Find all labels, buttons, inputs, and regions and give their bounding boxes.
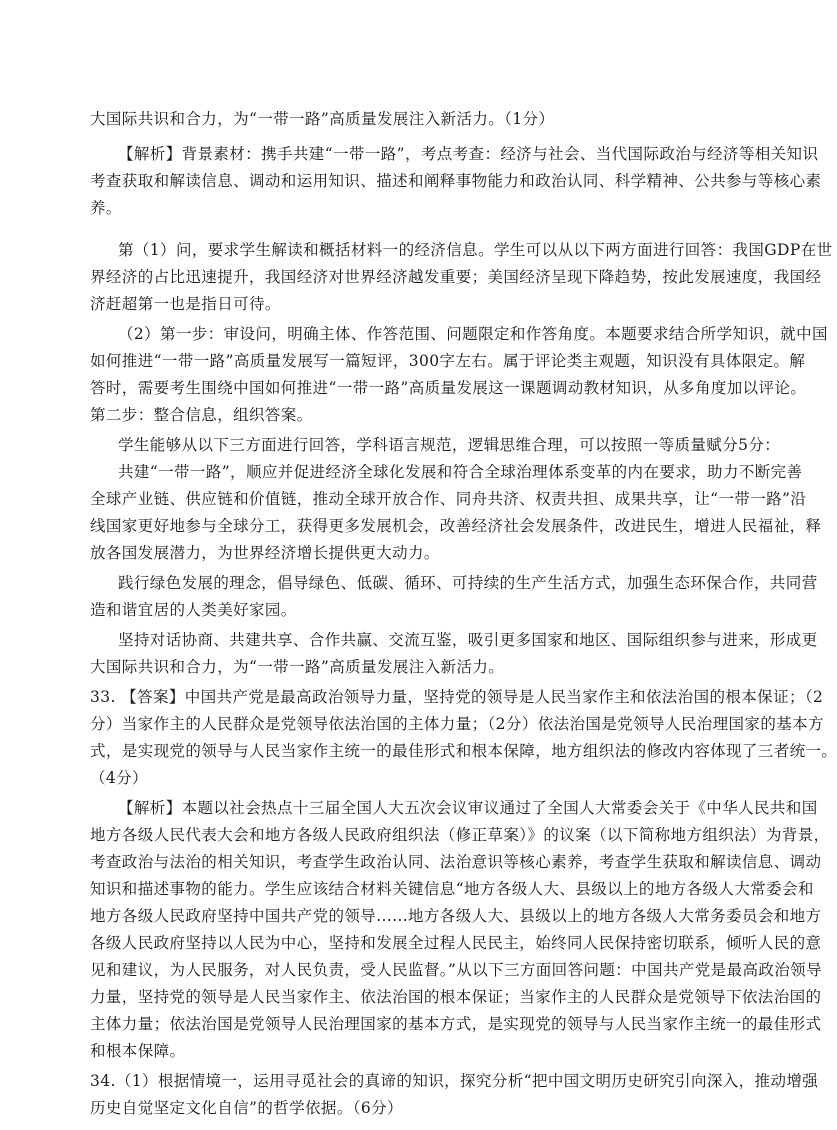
text-line: 线国家更好地参与全球分工，获得更多发展机会，改善经济社会发展条件，改进民生，增进人民福祉，释 xyxy=(90,517,822,535)
text-line: 养。 xyxy=(90,199,122,217)
text-line: 分）当家作主的人民群众是党领导依法治国的主体力量；（2分）依法治国是党领导人民治理国家的基本方 xyxy=(90,715,824,733)
text-line: 全球产业链、供应链和价值链，推动全球开放合作、同舟共济、权责共担、成果共享，让“一带一路”沿 xyxy=(90,490,807,508)
text-line: （4分） xyxy=(90,769,148,787)
text-line: 造和谐宜居的人类美好家园。 xyxy=(90,601,297,619)
text-line: 力量，坚持党的领导是人民当家作主、依法治国的根本保证；当家作主的人民群众是党领导下依法治国的 xyxy=(90,988,822,1006)
text-line: 第（1）问，要求学生解读和概括材料一的经济信息。学生可以从以下两方面进行回答：我国GDP在世 xyxy=(118,241,833,259)
text-line: 界经济的占比迅速提升，我国经济对世界经济越发重要；美国经济呈现下降趋势，按此发展速度，我国经 xyxy=(90,268,822,286)
text-line: 共建“一带一路”，顺应并促进经济全球化发展和符合全球治理体系变革的内在要求，助力不断完善 xyxy=(118,463,803,481)
text-line: 考查获取和解读信息、调动和运用知识、描述和阐释事物能力和政治认同、科学精神、公共参与等核心素 xyxy=(90,172,822,190)
text-line: （2）第一步：审设问，明确主体、作答范围、问题限定和作答角度。本题要求结合所学知识，就中国 xyxy=(118,325,828,343)
text-line: 第二步：整合信息，组织答案。 xyxy=(90,406,313,424)
text-line: 式，是实现党的领导与人民当家作主统一的最佳形式和根本保障，地方组织法的修改内容体现了三者统一。 xyxy=(90,742,837,760)
text-line: 见和建议，为人民服务，对人民负责，受人民监督。”从以下三方面回答问题：中国共产党是最高政治领导 xyxy=(90,961,822,979)
text-line: 考查政治与法治的相关知识，考查学生政治认同、法治意识等核心素养，考查学生获取和解读信息、调动 xyxy=(90,853,822,871)
text-line: 如何推进“一带一路”高质量发展写一篇短评，300字左右。属于评论类主观题，知识没有具体限定。解 xyxy=(90,352,806,370)
text-line: 答时，需要考生围绕中国如何推进“一带一路”高质量发展这一课题调动教材知识，从多角度加以评论。 xyxy=(90,379,807,397)
text-line: 学生能够从以下三方面进行回答，学科语言规范，逻辑思维合理，可以按照一等质量赋分5分： xyxy=(118,436,781,454)
text-line: 济赶超第一也是指日可待。 xyxy=(90,295,281,313)
text-line: 33. 【答案】中国共产党是最高政治领导力量，坚持党的领导是人民当家作主和依法治国的根本保证；（2 xyxy=(90,688,824,706)
text-line: 地方各级人民政府坚持中国共产党的领导……地方各级人大、县级以上的地方各级人大常务委员会和地方 xyxy=(90,907,822,925)
text-line: 34.（1）根据情境一，运用寻觅社会的真谛的知识，探究分析“把中国文明历史研究引向深入，推动增强 xyxy=(90,1072,819,1090)
text-line: 地方各级人民代表大会和地方各级人民政府组织法（修正草案）》的议案（以下简称地方组织法）为背景， xyxy=(90,826,830,844)
text-line: 和根本保障。 xyxy=(90,1042,186,1060)
text-line: 各级人民政府坚持以人民为中心，坚持和发展全过程人民民主，始终同人民保持密切联系，倾听人民的意 xyxy=(90,934,822,952)
text-line: 知识和描述事物的能力。学生应该结合材料关键信息“地方各级人大、县级以上的地方各级人大常委会和 xyxy=(90,880,814,898)
text-line: 主体力量；依法治国是党领导人民治理国家的基本方式，是实现党的领导与人民当家作主统一的最佳形式 xyxy=(90,1015,822,1033)
text-line: 历史自觉坚定文化自信”的哲学依据。（6分） xyxy=(90,1099,403,1117)
text-line: 大国际共识和合力，为“一带一路”高质量发展注入新活力。（1分） xyxy=(90,110,555,128)
text-line: 【解析】背景素材：携手共建“一带一路”，考点考查：经济与社会、当代国际政治与经济等相关知识 xyxy=(118,145,819,163)
text-line: 【解析】本题以社会热点十三届全国人大五次会议审议通过了全国人大常委会关于《中华人民共和国 xyxy=(118,799,818,817)
text-line: 坚持对话协商、共建共享、合作共赢、交流互鉴，吸引更多国家和地区、国际组织参与进来，形成更 xyxy=(118,631,818,649)
text-line: 放各国发展潜力，为世界经济增长提供更大动力。 xyxy=(90,544,440,562)
text-line: 大国际共识和合力，为“一带一路”高质量发展注入新活力。 xyxy=(90,658,505,676)
text-line: 践行绿色发展的理念，倡导绿色、低碳、循环、可持续的生产生活方式，加强生态环保合作，共同营 xyxy=(118,574,818,592)
